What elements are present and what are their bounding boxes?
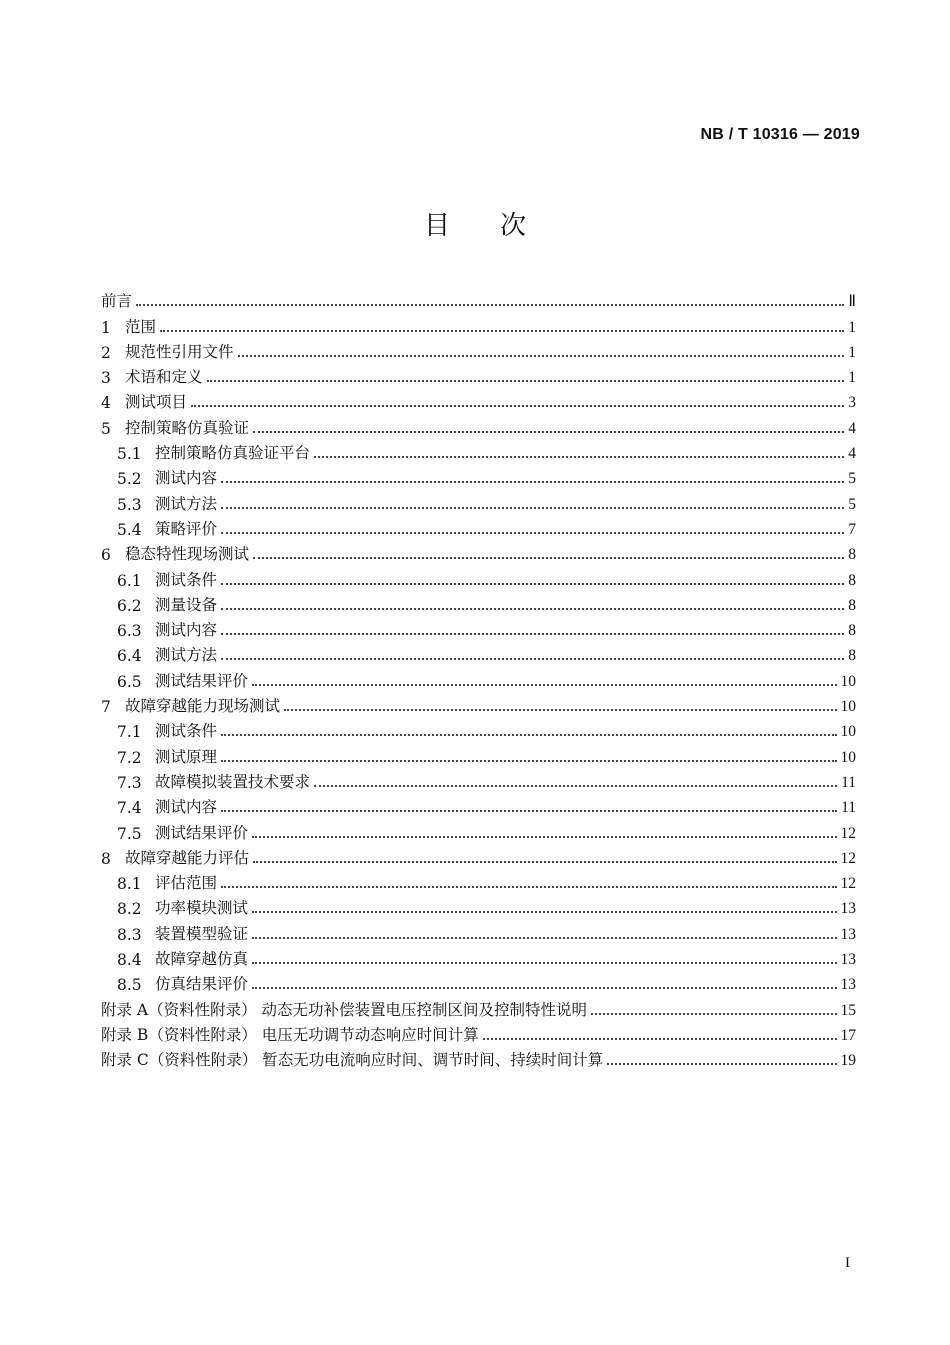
toc-entry[interactable]: [101, 514, 856, 539]
toc-entry-label: 策略评价: [155, 519, 218, 538]
toc-dot-leader: [221, 480, 844, 483]
toc-entry-label: 测试项目: [125, 393, 188, 412]
toc-dot-leader: [191, 404, 844, 407]
toc-entry-page: 4: [848, 419, 856, 437]
toc-dot-leader: [284, 708, 836, 711]
toc-entry-number: 6.3: [117, 622, 142, 641]
toc-entry[interactable]: [101, 412, 856, 437]
toc-entry-number: 8.5: [117, 976, 142, 995]
standard-code: NB / T 10316 — 2019: [700, 126, 860, 143]
toc-entry-number: 5: [101, 419, 111, 438]
toc-entry-number: 8.1: [117, 875, 142, 894]
toc-entry-label: 功率模块测试: [155, 899, 249, 918]
toc-entry-number: 8.3: [117, 925, 142, 944]
toc-dot-leader: [221, 531, 844, 534]
toc-entry-page: 4: [848, 445, 856, 463]
toc-entry-page: 1: [848, 343, 856, 361]
toc-entry[interactable]: [101, 665, 856, 690]
toc-entry[interactable]: [101, 362, 856, 387]
toc-entry-label: 测试方法: [155, 646, 218, 665]
toc-entry[interactable]: [101, 918, 856, 943]
toc-entry-label: 稳态特性现场测试: [125, 545, 250, 564]
toc-entry[interactable]: [101, 969, 856, 994]
toc-dot-leader: [221, 885, 836, 888]
toc-entry[interactable]: [101, 488, 856, 513]
page-title: 目次: [423, 211, 576, 241]
toc-entry-page: 1: [848, 369, 856, 387]
toc-entry-label: 测试原理: [155, 747, 218, 766]
toc-dot-leader: [483, 1037, 837, 1040]
toc-entry-number: 8.4: [117, 951, 142, 970]
toc-entry-page: 8: [848, 546, 856, 564]
toc-entry[interactable]: [101, 868, 856, 893]
toc-entry-label: 测试条件: [155, 570, 218, 589]
toc-dot-leader: [252, 910, 836, 913]
toc-entry-label: 范围: [125, 317, 157, 336]
toc-entry-number: 7.2: [117, 748, 142, 767]
toc-entry-page: 8: [848, 622, 856, 640]
toc-entry[interactable]: [101, 564, 856, 589]
toc-dot-leader: [207, 379, 844, 382]
toc-entry-number: 7: [101, 698, 111, 717]
toc-dot-leader: [252, 936, 836, 939]
toc-entry-label: 故障穿越能力现场测试: [125, 697, 281, 716]
toc-dot-leader: [238, 354, 844, 357]
toc-entry[interactable]: [101, 640, 856, 665]
toc-dot-leader: [221, 607, 844, 610]
toc-dot-leader: [136, 303, 844, 306]
toc-entry[interactable]: [101, 539, 856, 564]
toc-entry-label: 附录 A（资料性附录） 动态无功补偿装置电压控制区间及控制特性说明: [101, 1000, 588, 1019]
toc-entry-number: 7.5: [117, 824, 142, 843]
toc-entry-number: 5.4: [117, 520, 142, 539]
toc-entry[interactable]: [101, 590, 856, 615]
toc-entry-number: 7.3: [117, 773, 142, 792]
toc-dot-leader: [253, 860, 836, 863]
toc-entry-number: 3: [101, 369, 111, 388]
toc-entry-page: 1: [848, 318, 856, 336]
toc-entry-label: 测试内容: [155, 621, 218, 640]
toc-dot-leader: [252, 683, 836, 686]
toc-entry-page: 13: [840, 925, 856, 943]
toc-entry-page: 11: [841, 773, 856, 791]
toc-dot-leader: [314, 784, 837, 787]
toc-entry-number: 6.4: [117, 647, 142, 666]
toc-entry[interactable]: [101, 792, 856, 817]
toc-entry-page: 11: [841, 799, 856, 817]
toc-entry-number: 5.2: [117, 470, 142, 489]
toc-entry[interactable]: [101, 893, 856, 918]
toc-dot-leader: [221, 809, 837, 812]
toc-dot-leader: [160, 329, 844, 332]
toc-entry-page: 12: [840, 875, 856, 893]
toc-entry[interactable]: [101, 1020, 856, 1045]
toc-entry-label: 附录 B（资料性附录） 电压无功调节动态响应时间计算: [101, 1025, 479, 1044]
toc-entry-page: 3: [848, 394, 856, 412]
toc-entry-page: Ⅱ: [848, 293, 856, 311]
toc-entry[interactable]: [101, 767, 856, 792]
toc-dot-leader: [221, 733, 836, 736]
toc-entry-label: 装置模型验证: [155, 924, 249, 943]
toc-dot-leader: [252, 961, 836, 964]
toc-entry-label: 前言: [101, 292, 133, 311]
toc-entry-label: 测试结果评价: [155, 671, 249, 690]
toc-entry-label: 测试结果评价: [155, 823, 249, 842]
toc-entry-number: 4: [101, 394, 111, 413]
toc-entry-page: 5: [848, 495, 856, 513]
toc-entry-page: 8: [848, 596, 856, 614]
toc-entry[interactable]: [101, 387, 856, 412]
toc-entry-label: 控制策略仿真验证: [125, 418, 250, 437]
toc-entry[interactable]: [101, 615, 856, 640]
toc-dot-leader: [314, 455, 844, 458]
page-number: I: [845, 1255, 850, 1271]
toc-entry-number: 6.1: [117, 571, 142, 590]
toc-entry-number: 8.2: [117, 900, 142, 919]
toc-entry-page: 10: [840, 672, 856, 690]
toc-entry-label: 测试方法: [155, 494, 218, 513]
toc-entry-page: 15: [840, 1001, 856, 1019]
toc-entry[interactable]: [101, 741, 856, 766]
toc-entry-label: 故障模拟装置技术要求: [155, 772, 311, 791]
toc-dot-leader: [221, 582, 844, 585]
toc-entry-label: 规范性引用文件: [125, 342, 234, 361]
toc-dot-leader: [252, 986, 836, 989]
toc-entry-number: 6.5: [117, 672, 142, 691]
toc-dot-leader: [221, 632, 844, 635]
toc-entry-number: 7.1: [117, 723, 142, 742]
toc-entry-page: 13: [840, 951, 856, 969]
toc-entry-page: 13: [840, 976, 856, 994]
toc-dot-leader: [221, 506, 844, 509]
toc-entry-number: 8: [101, 849, 111, 868]
toc-entry-number: 2: [101, 343, 111, 362]
toc-entry-label: 故障穿越能力评估: [125, 848, 250, 867]
toc-entry-page: 7: [848, 520, 856, 538]
toc-entry[interactable]: [101, 337, 856, 362]
toc-entry-page: 17: [840, 1026, 856, 1044]
toc-entry[interactable]: [101, 817, 856, 842]
toc-entry-label: 故障穿越仿真: [155, 950, 249, 969]
toc-dot-leader: [221, 759, 836, 762]
toc-entry-number: 6.2: [117, 596, 142, 615]
toc-entry-page: 10: [840, 698, 856, 716]
toc-dot-leader: [221, 657, 844, 660]
toc-entry[interactable]: [101, 944, 856, 969]
toc-entry-page: 8: [848, 647, 856, 665]
toc-entry-label: 测量设备: [155, 595, 218, 614]
toc-dot-leader: [253, 556, 844, 559]
table-of-contents: [101, 286, 856, 1070]
toc-dot-leader: [591, 1012, 836, 1015]
toc-entry-page: 10: [840, 723, 856, 741]
toc-entry-label: 控制策略仿真验证平台: [155, 444, 311, 463]
toc-entry-page: 10: [840, 748, 856, 766]
toc-entry-label: 测试条件: [155, 722, 218, 741]
toc-entry[interactable]: [101, 843, 856, 868]
toc-entry[interactable]: [101, 1045, 856, 1070]
toc-entry[interactable]: [101, 463, 856, 488]
toc-entry-label: 附录 C（资料性附录） 暂态无功电流响应时间、调节时间、持续时间计算: [101, 1051, 604, 1070]
toc-entry-page: 5: [848, 470, 856, 488]
toc-entry-label: 仿真结果评价: [155, 975, 249, 994]
toc-entry[interactable]: [101, 286, 856, 311]
toc-dot-leader: [252, 835, 836, 838]
toc-entry-label: 测试内容: [155, 469, 218, 488]
toc-entry-number: 5.3: [117, 495, 142, 514]
toc-entry-number: 6: [101, 546, 111, 565]
toc-entry-page: 12: [840, 824, 856, 842]
toc-entry-number: 5.1: [117, 445, 142, 464]
toc-entry-page: 13: [840, 900, 856, 918]
toc-entry-number: 7.4: [117, 799, 142, 818]
toc-entry-page: 19: [840, 1052, 856, 1070]
toc-entry-label: 术语和定义: [125, 368, 203, 387]
toc-entry-page: 8: [848, 571, 856, 589]
toc-entry[interactable]: [101, 691, 856, 716]
toc-entry[interactable]: [101, 311, 856, 336]
toc-dot-leader: [607, 1062, 836, 1065]
toc-entry[interactable]: [101, 994, 856, 1019]
toc-dot-leader: [253, 430, 844, 433]
toc-entry-label: 评估范围: [155, 874, 218, 893]
toc-entry[interactable]: [101, 438, 856, 463]
toc-entry[interactable]: [101, 716, 856, 741]
toc-entry-number: 1: [101, 318, 111, 337]
toc-entry-label: 测试内容: [155, 798, 218, 817]
toc-entry-page: 12: [840, 849, 856, 867]
